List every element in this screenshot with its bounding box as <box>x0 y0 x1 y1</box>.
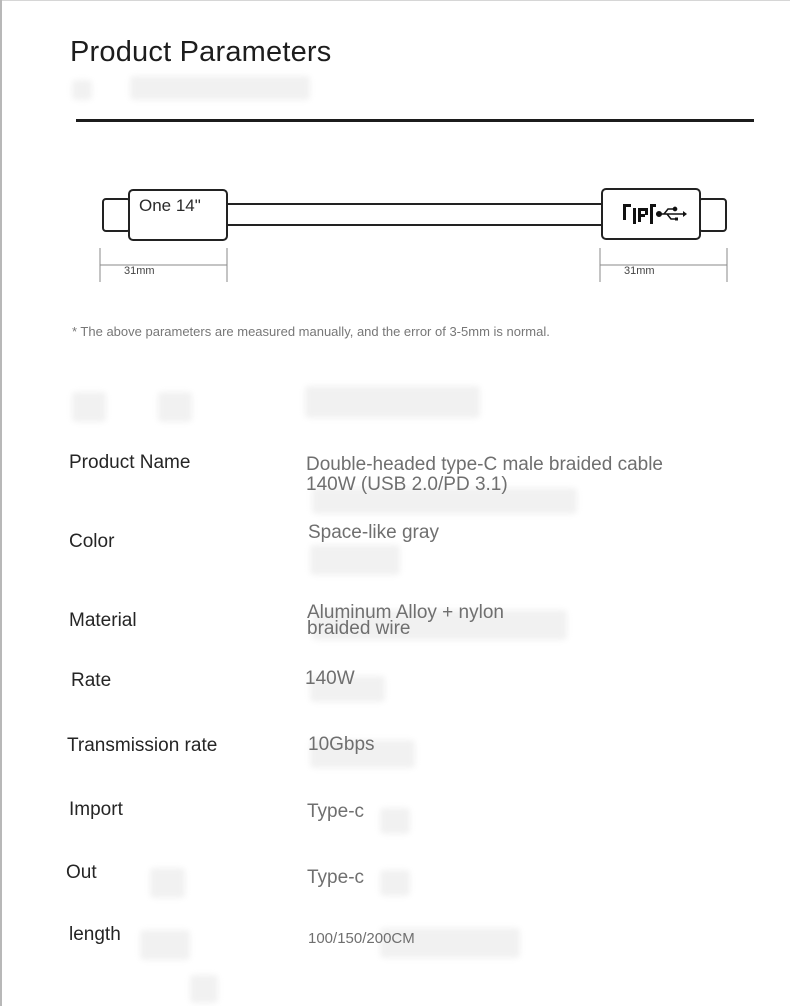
color-value: Space-like gray <box>308 522 439 543</box>
left-plug-tip <box>103 199 130 231</box>
cable-body <box>227 204 603 225</box>
right-dimension-label: 31mm <box>624 265 655 277</box>
product-name-value-line: 140W (USB 2.0/PD 3.1) <box>306 474 508 495</box>
out-value: Type-c <box>307 867 365 888</box>
ghost-artifact <box>158 392 192 422</box>
product-name-label: Product Name <box>69 452 191 473</box>
transmission-rate-label: Transmission rate <box>67 735 218 756</box>
import-value: Type-c <box>307 801 365 822</box>
ghost-artifact <box>130 76 310 100</box>
ghost-artifact <box>72 80 92 100</box>
ghost-artifact <box>310 545 400 575</box>
ghost-artifact <box>305 386 480 418</box>
material-value-line: braided wire <box>307 618 411 639</box>
ghost-artifact <box>150 868 185 898</box>
measurement-note: * The above parameters are measured manually, and the error of 3-5mm is normal. <box>72 324 550 339</box>
ghost-artifact <box>380 808 410 834</box>
transmission-rate-value: 10Gbps <box>308 734 375 755</box>
length-label: length <box>69 924 121 945</box>
material-value-line: Aluminum Alloy + nylon <box>307 602 504 623</box>
product-name-value-line: Double-headed type-C male braided cable <box>306 454 664 475</box>
left-dimension-label: 31mm <box>124 265 155 277</box>
top-border <box>0 0 790 1</box>
material-label: Material <box>69 610 137 631</box>
ghost-artifact <box>190 975 218 1003</box>
rate-label: Rate <box>71 670 112 691</box>
ghost-artifact <box>380 870 410 896</box>
page-title: Product Parameters <box>70 36 332 68</box>
rate-value: 140W <box>305 668 355 689</box>
left-border <box>0 0 2 1006</box>
color-label: Color <box>69 531 115 552</box>
ghost-artifact <box>140 930 190 960</box>
product-name-value <box>306 455 663 494</box>
material-value <box>307 603 504 638</box>
import-label: Import <box>69 799 123 820</box>
out-label: Out <box>66 862 97 883</box>
right-plug-tip <box>699 199 726 231</box>
cable-label: One 14" <box>139 196 201 215</box>
section-divider <box>76 119 754 122</box>
length-value: 100/150/200CM <box>308 930 415 947</box>
ghost-artifact <box>72 392 106 422</box>
